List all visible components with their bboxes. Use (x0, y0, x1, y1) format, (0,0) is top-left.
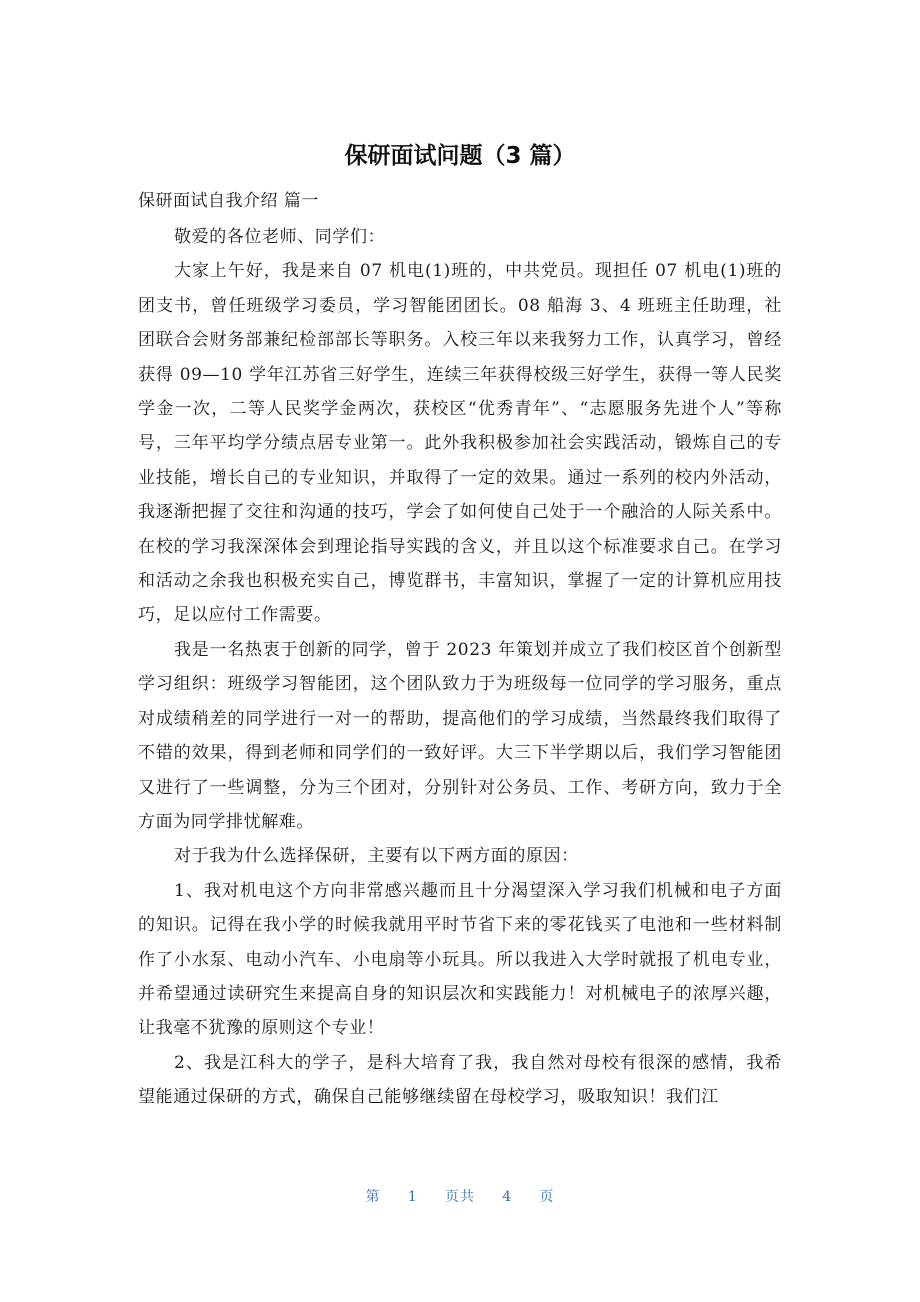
page-footer (0, 1184, 920, 1210)
paragraph-introduction: 大家上午好，我是来自 07 机电(1)班的，中共党员。现担任 07 机电(1)班的团支书，曾任班级学习委员，学习智能团团长。08 船海 3、4 班班主任助理，社团联合会财务部兼纪检部部长等职务。入校三年以来我努力工作，认真学习，曾经获得 09—10 学年江苏省三好学生，连续三年获得校级三好学生，获得一等人民奖学金一次，二等人民奖学金两次，获校区“优秀青年”、“志愿服务先进个人”等称号，三年平均学分绩点居专业第一。此外我积极参加社会实践活动，锻炼自己的专业技能，增长自己的专业知识，并取得了一定的效果。通过一系列的校内外活动，我逐渐把握了交往和沟通的技巧，学会了如何使自己处于一个融洽的人际关系中。在校的学习我深深体会到理论指导实践的含义，并且以这个标准要求自己。在学习和活动之余我也积极充实自己，博览群书，丰富知识，掌握了一定的计算机应用技巧，足以应付工作需要。 (138, 261, 782, 626)
document-title: 保研面试问题（3 篇） (344, 143, 576, 169)
section-heading: 保研面试自我介绍 篇一 (138, 191, 319, 211)
paragraph-reasons-intro: 对于我为什么选择保研，主要有以下两方面的原因： (174, 846, 579, 867)
footer-total-pages: 4 (502, 1189, 513, 1205)
paragraph-reason-1: 1、我对机电这个方向非常感兴趣而且十分渴望深入学习我们机械和电子方面的知识。记得在我小学的时候我就用平时节省下来的零花钱买了电池和一些材料制作了小水泵、电动小汽车、小电扇等小玩具。所以我进入大学时就报了机电专业，并希望通过读研究生来提高自身的知识层次和实践能力！对机械电子的浓厚兴趣，让我毫不犹豫的原则这个专业！ (138, 880, 782, 1039)
footer-page-number: 1 (407, 1189, 418, 1205)
paragraph-reason-2: 2、我是江科大的学子，是科大培育了我，我自然对母校有很深的感情，我希望能通过保研的方式，确保自己能够继续留在母校学习，吸取知识！我们江 (138, 1052, 782, 1108)
paragraph-greeting: 敬爱的各位老师、同学们： (174, 227, 386, 247)
document-body (138, 186, 782, 1115)
footer-middle: 页共 (445, 1189, 475, 1205)
footer-suffix: 页 (539, 1189, 555, 1205)
footer-prefix: 第 (365, 1189, 381, 1205)
paragraph-innovation: 我是一名热衷于创新的同学，曾于 2023 年策划并成立了我们校区首个创新型学习组织：班级学习智能团，这个团队致力于为班级每一位同学的学习服务，重点对成绩稍差的同学进行一对一的帮助，提高他们的学习成绩，当然最终我们取得了不错的效果，得到老师和同学们的一致好评。大三下半学期以后，我们学习智能团又进行了一些调整，分为三个团对，分别针对公务员、工作、考研方向，致力于全方面为同学排忧解难。 (138, 639, 782, 832)
